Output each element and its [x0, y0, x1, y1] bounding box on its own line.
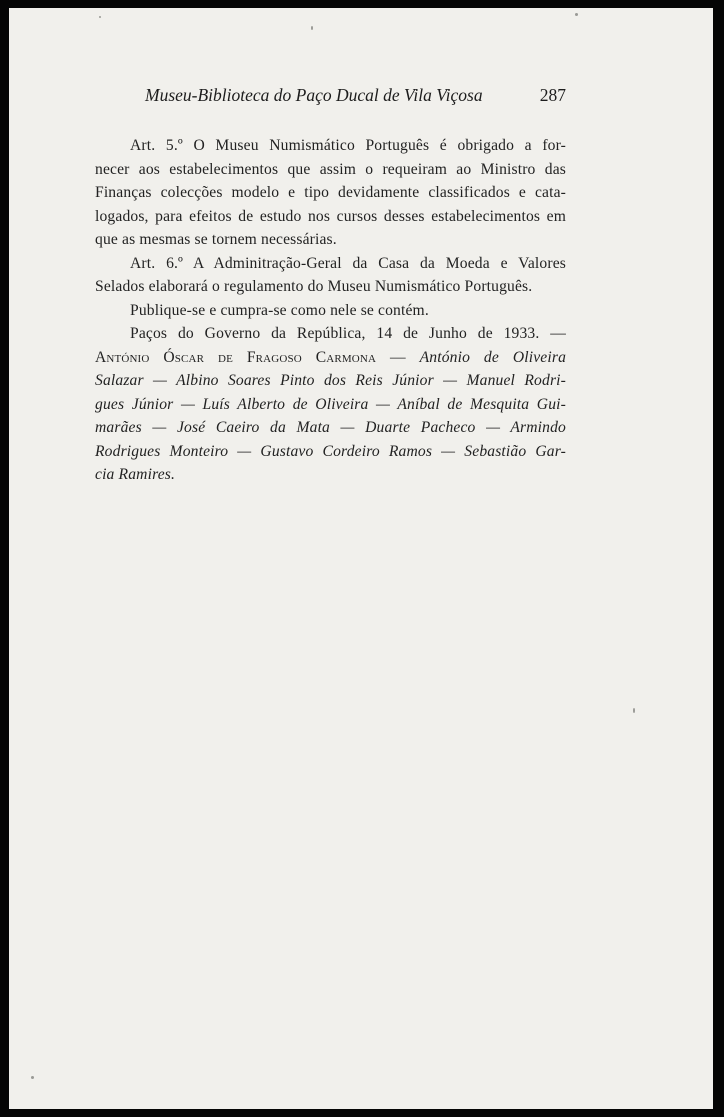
paper-speck: [99, 16, 101, 18]
text-line: necer aos estabelecimentos que assim o requeiram ao Ministro das: [95, 160, 566, 178]
text-line: Selados elaborará o regulamento do Museu Numismático Português.: [95, 278, 533, 295]
signatory-name: António de Oliveira: [419, 348, 567, 366]
page-header: [145, 85, 566, 111]
text-line: Publique-se e cumpra-se como nele se contém.: [130, 301, 429, 319]
text-line: [95, 346, 566, 370]
text-line: Finanças colecções modelo e tipo devidamente classificados e cata-: [95, 184, 566, 201]
text-line: gues Júnior — Luís Alberto de Oliveira — Aníbal de Mesquita Gui-: [95, 395, 566, 413]
body-text: [95, 134, 566, 487]
page-number: 287: [539, 85, 566, 105]
scanned-page: [9, 8, 713, 1109]
text-line: que as mesmas se tornem necessárias.: [95, 231, 337, 248]
dash: —: [376, 348, 420, 366]
text-line: cia Ramires.: [95, 466, 176, 483]
paper-speck: [311, 26, 313, 30]
text-line: Art. 6.º A Adminitração-Geral da Casa da Moeda e Valores: [130, 254, 566, 272]
paper-speck: [575, 13, 578, 16]
paper-speck: [633, 708, 635, 713]
text-line: marães — José Caeiro da Mata — Duarte Pacheco — Armindo: [95, 419, 566, 436]
text-line: logados, para efeitos de estudo nos cursos desses estabelecimentos em: [95, 207, 566, 225]
running-title: Museu-Biblioteca do Paço Ducal de Vila Viçosa: [145, 85, 483, 105]
text-line: Rodrigues Monteiro — Gustavo Cordeiro Ramos — Sebastião Gar-: [95, 442, 566, 460]
text-line: Salazar — Albino Soares Pinto dos Reis Júnior — Manuel Rodri-: [95, 372, 566, 389]
paper-speck: [31, 1076, 34, 1079]
signatory-name: António Óscar de Fragoso Carmona: [95, 348, 377, 366]
text-line: Art. 5.º O Museu Numismático Português é obrigado a for-: [130, 137, 566, 154]
text-line: Paços do Governo da República, 14 de Junho de 1933. —: [130, 325, 566, 342]
